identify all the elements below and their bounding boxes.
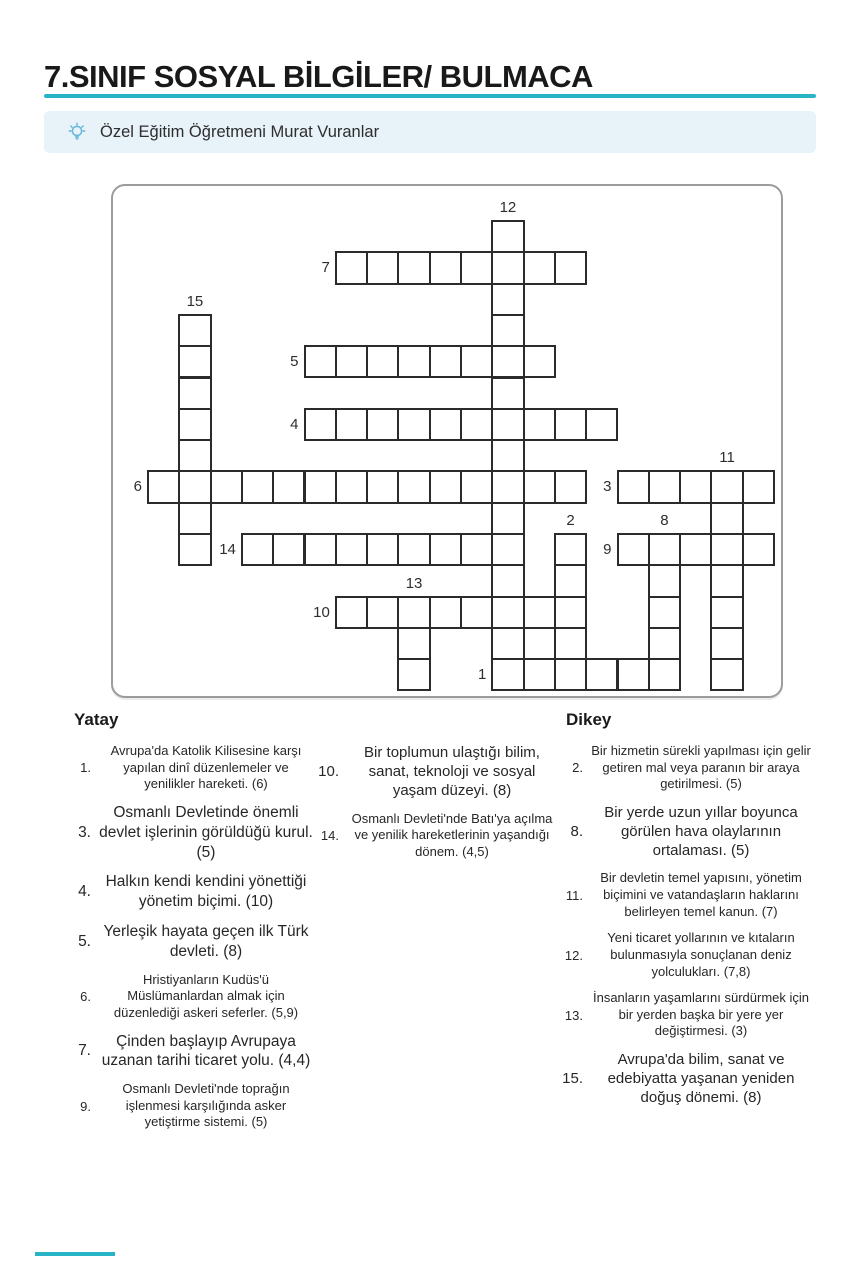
grid-cell-r6-c1: [178, 408, 211, 441]
clue-item-15: [560, 1050, 812, 1108]
grid-cell-r14-c12: [523, 658, 556, 691]
grid-cell-r10-c7: [366, 533, 399, 566]
clue-text: Halkın kendi kendini yönettiği yönetim biçimi. (10): [105, 873, 307, 911]
clue-item-14: [316, 811, 558, 861]
grid-cell-r2-c11: [491, 283, 524, 316]
clue-text: Osmanlı Devletinde önemli devlet işlerinin görüldüğü kurul. (5): [99, 803, 313, 861]
word-number-label-6: 6: [133, 478, 142, 496]
clue-text: Hristiyanların Kudüs'ü Müslümanlardan almak için düzenlediği askeri seferler. (5,9): [113, 971, 299, 1020]
grid-cell-r8-c15: [617, 470, 650, 503]
clue-number: 10.: [318, 763, 339, 781]
grid-cell-r10-c8: [397, 533, 430, 566]
grid-cell-r14-c13: [554, 658, 587, 691]
grid-cell-r10-c9: [429, 533, 462, 566]
grid-cell-r11-c18: [710, 564, 743, 597]
grid-cell-r12-c13: [554, 596, 587, 629]
grid-cell-r6-c12: [523, 408, 556, 441]
grid-cell-r10-c6: [335, 533, 368, 566]
grid-cell-r5-c11: [491, 377, 524, 410]
grid-cell-r14-c8: [397, 658, 430, 691]
grid-cell-r1-c12: [523, 251, 556, 284]
grid-cell-r10-c18: [710, 533, 743, 566]
grid-cell-r1-c13: [554, 251, 587, 284]
grid-cell-r4-c7: [366, 345, 399, 378]
grid-cell-r6-c10: [460, 408, 493, 441]
grid-cell-r6-c7: [366, 408, 399, 441]
grid-cell-r8-c11: [491, 470, 524, 503]
grid-cell-r3-c1: [178, 314, 211, 347]
grid-cell-r7-c1: [178, 439, 211, 472]
grid-cell-r10-c3: [241, 533, 274, 566]
word-number-label-9: 9: [603, 541, 612, 558]
word-number-label-10: 10: [313, 603, 330, 621]
clues-column-right: [560, 710, 812, 1118]
grid-cell-r11-c11: [491, 564, 524, 597]
clue-item-5: [68, 922, 314, 962]
grid-cell-r8-c16: [648, 470, 681, 503]
grid-cell-r10-c11: [491, 533, 524, 566]
grid-cell-r6-c11: [491, 408, 524, 441]
grid-cell-r6-c9: [429, 408, 462, 441]
grid-cell-r9-c11: [491, 502, 524, 535]
clue-number: 12.: [564, 947, 583, 963]
crossword-box: [111, 184, 783, 698]
grid-cell-r8-c3: [241, 470, 274, 503]
word-number-label-5: 5: [290, 353, 299, 371]
grid-cell-r12-c18: [710, 596, 743, 629]
grid-cell-r10-c13: [554, 533, 587, 566]
grid-cell-r6-c14: [585, 408, 618, 441]
clue-item-4: [68, 872, 314, 912]
grid-cell-r14-c11: [491, 658, 524, 691]
word-number-label-12: 12: [499, 199, 517, 216]
grid-cell-r4-c11: [491, 345, 524, 378]
grid-cell-r8-c7: [366, 470, 399, 503]
grid-cell-r6-c13: [554, 408, 587, 441]
grid-cell-r3-c11: [491, 314, 524, 347]
grid-cell-r4-c5: [304, 345, 337, 378]
clue-number: 5.: [78, 932, 91, 950]
grid-cell-r4-c12: [523, 345, 556, 378]
clue-text: Avrupa'da bilim, sanat ve edebiyatta yaşanan yeniden doğuş dönemi. (8): [607, 1051, 795, 1107]
grid-cell-r11-c13: [554, 564, 587, 597]
grid-cell-r8-c17: [679, 470, 712, 503]
grid-cell-r8-c10: [460, 470, 493, 503]
clue-text: Bir hizmetin sürekli yapılması için gelir getiren mal veya paranın bir araya getirilmesi. (5): [591, 743, 811, 792]
grid-cell-r8-c12: [523, 470, 556, 503]
grid-cell-r14-c15: [617, 658, 650, 691]
clue-item-10: [316, 743, 558, 801]
grid-cell-r6-c5: [304, 408, 337, 441]
clue-text: Bir yerde uzun yıllar boyunca görülen hava olaylarının ortalaması. (5): [604, 803, 798, 860]
page-title: 7.SINIF SOSYAL BİLGİLER/ BULMACA: [44, 58, 593, 94]
clue-number: 4.: [78, 883, 91, 901]
footer-accent-bar: [35, 1252, 115, 1256]
grid-cell-r13-c11: [491, 627, 524, 660]
grid-cell-r8-c9: [429, 470, 462, 503]
word-number-label-7: 7: [321, 259, 330, 277]
byline-banner: [44, 111, 816, 153]
grid-cell-r9-c18: [710, 502, 743, 535]
clue-item-13: [560, 990, 812, 1040]
grid-cell-r1-c9: [429, 251, 462, 284]
grid-cell-r10-c16: [648, 533, 681, 566]
grid-cell-r1-c11: [491, 251, 524, 284]
title-divider: [44, 94, 816, 98]
clue-item-12: [560, 930, 812, 980]
clue-number: 9.: [80, 1098, 91, 1114]
clues-column-left: [68, 710, 314, 1141]
across-heading: Yatay: [74, 710, 119, 729]
clue-text: Yeni ticaret yollarının ve kıtaların bulunmasıyla sonuçlanan deniz yolculukları. (7,8): [607, 930, 795, 979]
grid-cell-r1-c10: [460, 251, 493, 284]
clue-text: Yerleşik hayata geçen ilk Türk devleti. (8): [103, 923, 309, 960]
clue-text: Bir devletin temel yapısını, yönetim biçimini ve vatandaşların haklarını belirleyen temel kanun. (7): [600, 870, 802, 919]
grid-cell-r13-c8: [397, 627, 430, 660]
word-number-label-3: 3: [603, 478, 612, 496]
grid-cell-r1-c6: [335, 251, 368, 284]
word-number-label-11: 11: [719, 449, 735, 467]
grid-cell-r8-c1: [178, 470, 211, 503]
grid-cell-r14-c18: [710, 658, 743, 691]
grid-cell-r4-c10: [460, 345, 493, 378]
clue-number: 7.: [78, 1042, 91, 1060]
clue-item-2: [560, 743, 812, 793]
grid-cell-r12-c7: [366, 596, 399, 629]
down-heading: Dikey: [566, 710, 612, 729]
clue-text: Osmanlı Devleti'nde Batı'ya açılma ve yenilik hareketlerinin yaşandığı dönem. (4,5): [351, 810, 553, 859]
clue-text: İnsanların yaşamlarını sürdürmek için bir yerden başka bir yere yer değiştirmesi. (3): [592, 990, 810, 1039]
grid-cell-r10-c4: [272, 533, 305, 566]
grid-cell-r12-c9: [429, 596, 462, 629]
grid-cell-r12-c10: [460, 596, 493, 629]
grid-cell-r10-c19: [742, 533, 775, 566]
grid-cell-r9-c1: [178, 502, 211, 535]
clue-number: 1.: [80, 760, 91, 776]
grid-cell-r10-c10: [460, 533, 493, 566]
grid-cell-r4-c1: [178, 345, 211, 378]
grid-cell-r13-c16: [648, 627, 681, 660]
clue-item-3: [68, 803, 314, 862]
clue-item-9: [68, 1081, 314, 1131]
grid-cell-r1-c8: [397, 251, 430, 284]
grid-cell-r8-c8: [397, 470, 430, 503]
grid-cell-r8-c2: [210, 470, 243, 503]
grid-cell-r6-c6: [335, 408, 368, 441]
grid-cell-r8-c19: [742, 470, 775, 503]
word-number-label-13: 13: [405, 574, 423, 592]
word-number-label-14: 14: [219, 541, 236, 558]
grid-cell-r12-c6: [335, 596, 368, 629]
word-number-label-1: 1: [477, 666, 487, 684]
clue-number: 11.: [565, 887, 583, 903]
grid-cell-r6-c8: [397, 408, 430, 441]
grid-cell-r8-c0: [147, 470, 180, 503]
grid-cell-r10-c17: [679, 533, 712, 566]
clue-number: 15.: [562, 1070, 583, 1088]
grid-cell-r12-c11: [491, 596, 524, 629]
grid-cell-r8-c6: [335, 470, 368, 503]
clue-number: 14.: [320, 828, 339, 843]
clue-text: Osmanlı Devleti'nde toprağın işlenmesi karşılığında asker yetiştirme sistemi. (5): [122, 1081, 290, 1130]
grid-cell-r8-c5: [304, 470, 337, 503]
word-number-label-2: 2: [566, 512, 575, 529]
grid-cell-r14-c14: [585, 658, 618, 691]
grid-cell-r8-c18: [710, 470, 743, 503]
grid-cell-r4-c9: [429, 345, 462, 378]
grid-cell-r13-c13: [554, 627, 587, 660]
clue-item-11: [560, 870, 812, 920]
word-number-label-4: 4: [290, 415, 299, 433]
grid-cell-r12-c16: [648, 596, 681, 629]
grid-cell-r4-c6: [335, 345, 368, 378]
clue-number: 13.: [564, 1007, 583, 1023]
clue-number: 2.: [572, 760, 583, 776]
grid-cell-r5-c1: [178, 377, 211, 410]
grid-cell-r11-c16: [648, 564, 681, 597]
grid-cell-r10-c5: [304, 533, 337, 566]
grid-cell-r12-c8: [397, 596, 430, 629]
grid-cell-r4-c8: [397, 345, 430, 378]
grid-cell-r13-c18: [710, 627, 743, 660]
grid-cell-r10-c15: [617, 533, 650, 566]
clue-number: 6.: [80, 989, 91, 1005]
grid-cell-r12-c12: [523, 596, 556, 629]
clue-item-8: [560, 803, 812, 861]
clue-number: 3.: [78, 823, 91, 841]
clue-text: Bir toplumun ulaştığı bilim, sanat, teknoloji ve sosyal yaşam düzeyi. (8): [364, 744, 540, 800]
clue-number: 8.: [570, 823, 583, 841]
clue-item-7: [68, 1032, 314, 1072]
grid-cell-r8-c4: [272, 470, 305, 503]
clue-item-6: [68, 972, 314, 1022]
word-number-label-8: 8: [660, 512, 669, 529]
grid-cell-r14-c16: [648, 658, 681, 691]
grid-cell-r0-c11: [491, 220, 524, 253]
clue-text: Avrupa'da Katolik Kilisesine karşı yapılan dinî düzenlemeler ve yenilikler hareketi. (6): [110, 743, 302, 792]
clue-text: Çinden başlayıp Avrupaya uzanan tarihi ticaret yolu. (4,4): [101, 1032, 311, 1070]
clues-column-middle: [316, 743, 558, 870]
byline-text: Özel Eğitim Öğretmeni Murat Vuranlar: [100, 122, 380, 141]
lightbulb-icon: [65, 120, 89, 144]
grid-cell-r7-c11: [491, 439, 524, 472]
clue-item-1: [68, 743, 314, 793]
word-number-label-15: 15: [186, 292, 204, 310]
grid-cell-r1-c7: [366, 251, 399, 284]
